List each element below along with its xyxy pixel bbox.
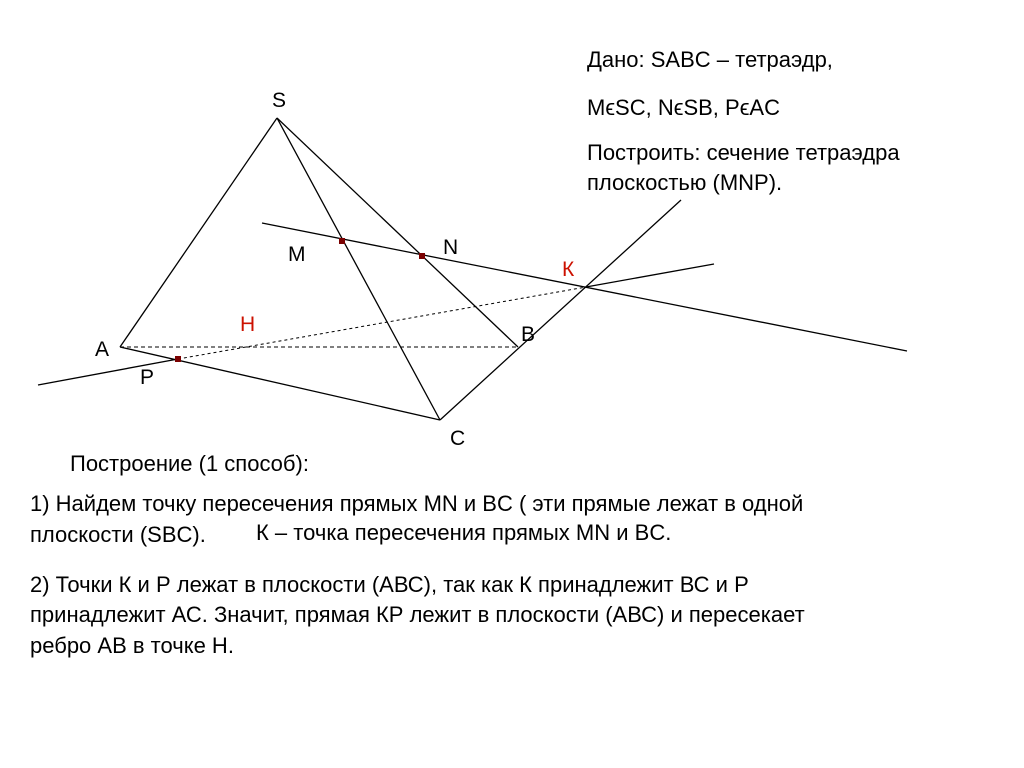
point-n: [419, 253, 425, 259]
label-p: P: [140, 366, 155, 389]
given-line-3: Построить: сечение тетраэдра: [587, 140, 900, 165]
given-line-2: MϵSC, NϵSB, PϵAC: [587, 95, 780, 120]
step2-line-1: 2) Точки К и Р лежат в плоскости (АВС), так как К принадлежит ВС и Р: [30, 572, 749, 597]
label-c: C: [450, 427, 466, 450]
construction-heading: Построение (1 способ):: [70, 451, 309, 476]
step2-line-2: принадлежит АС. Значит, прямая КР лежит в плоскости (АВС) и пересекает: [30, 602, 805, 627]
edge-ac: [120, 347, 440, 420]
label-k: К: [562, 258, 575, 281]
step2-line-3: ребро АВ в точке Н.: [30, 633, 234, 658]
point-m: [339, 238, 345, 244]
line-kp-solid-left: [38, 359, 178, 385]
label-a: A: [95, 338, 110, 361]
line-bc-extended: [440, 200, 681, 420]
point-p: [175, 356, 181, 362]
edge-sc: [277, 118, 440, 420]
line-kp-solid-right: [586, 264, 714, 287]
step1-line-2: плоскости (SBC).: [30, 522, 206, 547]
line-mn: [262, 223, 907, 351]
label-n: N: [443, 236, 459, 259]
label-m: M: [288, 243, 306, 266]
step1-note: К – точка пересечения прямых MN и BC.: [256, 520, 672, 545]
label-h: Н: [240, 313, 256, 336]
label-s: S: [272, 89, 287, 112]
step1-line-1: 1) Найдем точку пересечения прямых MN и BC ( эти прямые лежат в одной: [30, 491, 804, 516]
given-line-1: Дано: SABC – тетраэдр,: [587, 47, 833, 72]
given-line-4: плоскостью (MNP).: [587, 170, 783, 195]
label-b: B: [521, 323, 536, 346]
